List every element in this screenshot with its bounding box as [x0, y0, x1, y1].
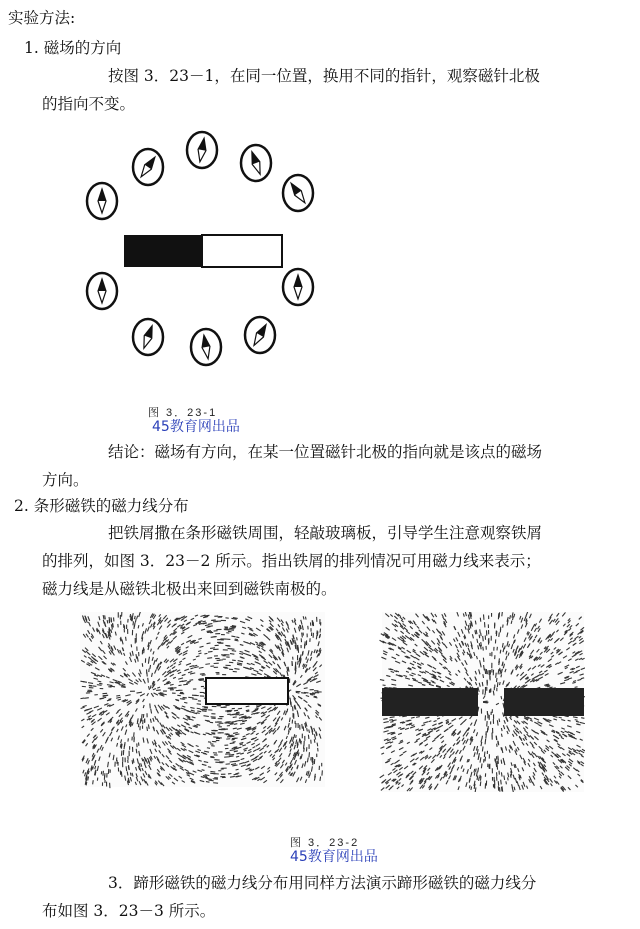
- compass: [133, 319, 163, 355]
- compass: [191, 329, 221, 365]
- figure-compass-around-magnet: [80, 125, 350, 385]
- bar-magnet: [124, 235, 282, 267]
- compass: [283, 269, 313, 305]
- figure2-label: 图 3．23-2: [290, 837, 360, 849]
- filings-single-magnet: [80, 612, 325, 788]
- section1-paragraph-line2: 的指向不变。: [42, 95, 136, 113]
- compass: [283, 175, 313, 211]
- section3-line2: 布如图 3．23－3 所示。: [42, 902, 216, 920]
- figure1-label: 图 3．23-1: [148, 407, 218, 419]
- magnet-outline: [206, 678, 288, 704]
- watermark-logo: 45教育网出品: [152, 419, 240, 435]
- conclusion-line2: 方向。: [42, 471, 89, 489]
- section3-line1: 3．蹄形磁铁的磁力线分布用同样方法演示蹄形磁铁的磁力线分: [108, 874, 537, 892]
- compass: [87, 273, 117, 309]
- filings-two-magnets: [380, 612, 585, 792]
- section1-paragraph-line1: 按图 3．23－1，在同一位置，换用不同的指针，观察磁针北极: [108, 67, 540, 85]
- magnet-left-pole: [382, 688, 478, 716]
- compass: [187, 132, 217, 168]
- section-heading: 实验方法:: [8, 9, 76, 27]
- section2-paragraph-line1: 把铁屑撒在条形磁铁周围，轻敲玻璃板，引导学生注意观察铁屑: [108, 524, 543, 542]
- compass: [241, 145, 271, 181]
- watermark-logo: 45教育网出品: [290, 849, 378, 865]
- conclusion-line1: 结论：磁场有方向，在某一位置磁针北极的指向就是该点的磁场: [108, 443, 543, 461]
- compass: [87, 183, 117, 219]
- magnet-right-pole: [504, 688, 584, 716]
- section1-title: 1. 磁场的方向: [24, 39, 122, 57]
- compass: [245, 317, 275, 353]
- section2-paragraph-line3: 磁力线是从磁铁北极出来回到磁铁南极的。: [42, 580, 337, 598]
- section2-title: 2. 条形磁铁的磁力线分布: [14, 497, 189, 515]
- compass: [133, 149, 163, 185]
- section2-paragraph-line2: 的排列，如图 3．23－2 所示。指出铁屑的排列情况可用磁力线来表示；: [42, 552, 541, 570]
- figure-iron-filings: [80, 612, 585, 792]
